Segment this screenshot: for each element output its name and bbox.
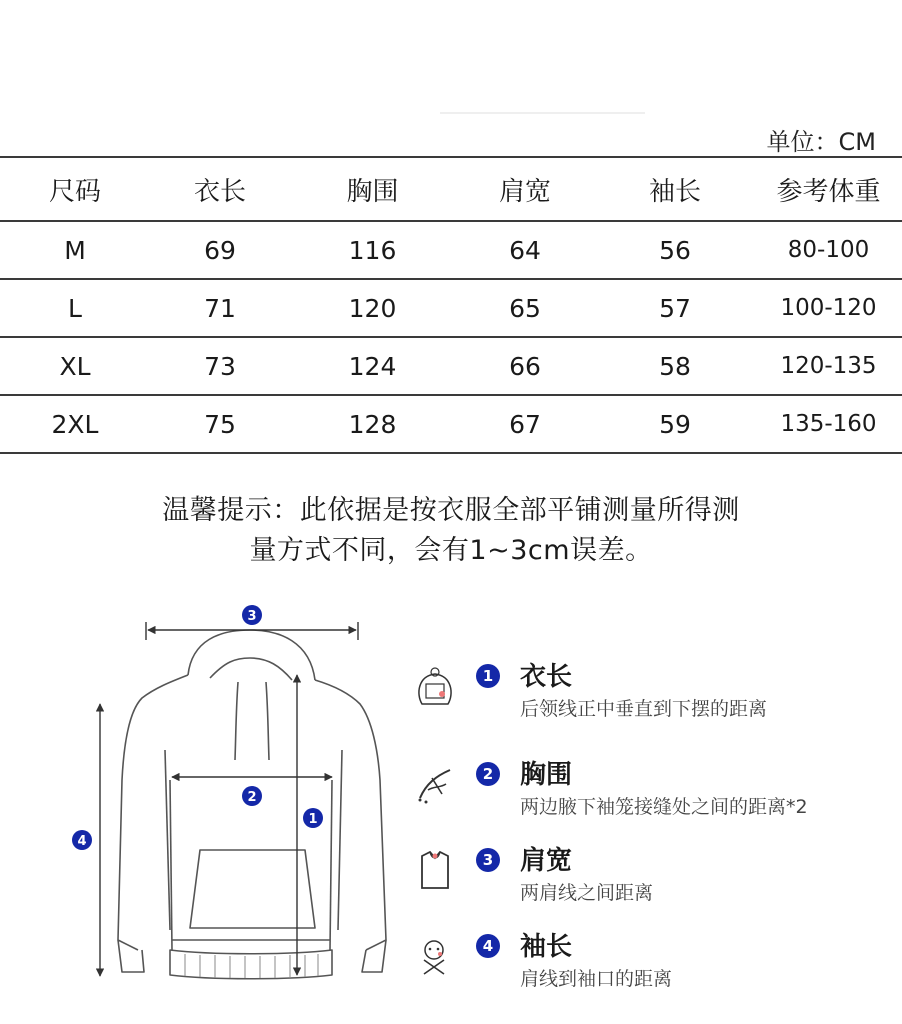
cell-shoulder: 65: [455, 279, 595, 337]
svg-text:4: 4: [77, 834, 87, 849]
cell-sleeve: 58: [595, 337, 755, 395]
header-length: 衣长: [150, 157, 290, 221]
legend-desc: 肩线到袖口的距离: [520, 968, 673, 990]
header-weight: 参考体重: [755, 157, 902, 221]
svg-text:3: 3: [247, 609, 257, 624]
shirt-icon: [412, 848, 458, 894]
hoodie-measurement-diagram: [60, 600, 400, 1000]
decorative-divider: [440, 112, 645, 114]
cell-sleeve: 59: [595, 395, 755, 453]
legend-item-chest: [412, 760, 892, 830]
legend-desc: 两边腋下袖笼接缝处之间的距离*2: [520, 796, 808, 818]
cell-size: XL: [0, 337, 150, 395]
cell-chest: 116: [290, 221, 455, 279]
marker-3: [242, 605, 262, 625]
legend-name: 胸围: [520, 760, 573, 790]
cell-length: 73: [150, 337, 290, 395]
legend-number: 2: [476, 762, 500, 786]
header-sleeve: 袖长: [595, 157, 755, 221]
legend-desc: 两肩线之间距离: [520, 882, 654, 904]
cell-size: 2XL: [0, 395, 150, 453]
cell-shoulder: 64: [455, 221, 595, 279]
table-row: [0, 337, 902, 395]
mascot-icon: [412, 664, 458, 710]
cell-weight: 80-100: [755, 221, 902, 279]
marker-1: [303, 808, 323, 828]
waistband: [170, 950, 332, 979]
tip-line-2: 量方式不同，会有1~3cm误差。: [249, 535, 653, 566]
cell-length: 69: [150, 221, 290, 279]
legend-number: 4: [476, 934, 500, 958]
legend-name: 肩宽: [520, 846, 573, 876]
legend-name: 袖长: [520, 932, 573, 962]
cell-shoulder: 67: [455, 395, 595, 453]
marker-4: [72, 830, 92, 850]
legend-item-shoulder: [412, 846, 892, 916]
cell-length: 71: [150, 279, 290, 337]
cell-weight: 120-135: [755, 337, 902, 395]
hood-outline: [188, 630, 315, 680]
legend-desc: 后领线正中垂直到下摆的距离: [520, 698, 768, 720]
marker-2: [242, 786, 262, 806]
size-table: [0, 156, 902, 454]
legend-name: 衣长: [520, 662, 573, 692]
legend-number: 1: [476, 664, 500, 688]
table-row: [0, 395, 902, 453]
kangaroo-pocket: [190, 850, 315, 928]
table-header-row: [0, 157, 902, 221]
cell-weight: 135-160: [755, 395, 902, 453]
header-shoulder: 肩宽: [455, 157, 595, 221]
cell-chest: 128: [290, 395, 455, 453]
cell-size: M: [0, 221, 150, 279]
leaf-icon: [412, 762, 458, 808]
cell-chest: 124: [290, 337, 455, 395]
cell-sleeve: 57: [595, 279, 755, 337]
tip-line-1: 温馨提示：此依据是按衣服全部平铺测量所得测: [162, 495, 740, 526]
legend-item-length: [412, 662, 892, 732]
cell-sleeve: 56: [595, 221, 755, 279]
header-chest: 胸围: [290, 157, 455, 221]
svg-text:2: 2: [247, 790, 257, 805]
cell-length: 75: [150, 395, 290, 453]
doodle-icon: [412, 934, 458, 980]
table-row: [0, 221, 902, 279]
header-size: 尺码: [0, 157, 150, 221]
cell-size: L: [0, 279, 150, 337]
cell-weight: 100-120: [755, 279, 902, 337]
cell-chest: 120: [290, 279, 455, 337]
svg-text:1: 1: [308, 812, 318, 827]
table-row: [0, 279, 902, 337]
legend-number: 3: [476, 848, 500, 872]
unit-label: 单位：CM: [766, 128, 876, 156]
legend-item-sleeve: [412, 932, 892, 1002]
cell-shoulder: 66: [455, 337, 595, 395]
